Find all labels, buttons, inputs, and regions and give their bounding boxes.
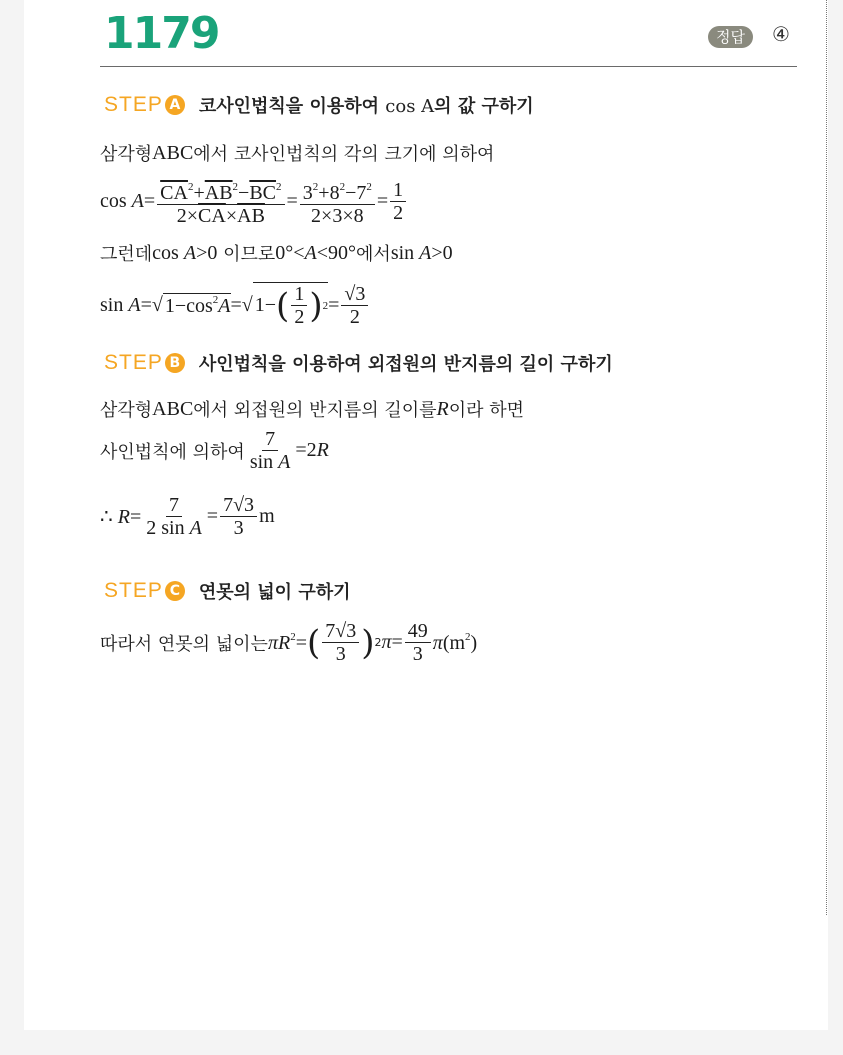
step-marker: B <box>165 353 185 373</box>
cosine-fraction-numeric: $\frac{3^2+8^2-7^2}{2\times 3\times 8}$ <box>300 176 375 227</box>
sine-law: 사인법칙에 의하여 $\frac{7}{\text{sin A}}$ =2R <box>100 428 329 473</box>
step-title: 코사인법칙을 이용하여 cos A의 값 구하기 <box>198 96 534 117</box>
step-label: STEP <box>104 351 163 374</box>
step-title: 사인법칙을 이용하여 외접원의 반지름의 길이 구하기 <box>198 354 613 375</box>
radius-computation: ∴ R= $\frac{7}{\text{2 sin A}}$ = $\frac{7√3}{3}$ m <box>100 494 275 539</box>
area-computation: 따라서 연못의 넓이는 $\pi R^2=$ ( $\frac{7√3}{3}$ ) 2 π = $\frac{49}{3}$ $\pi(m^2)$ <box>100 620 478 665</box>
step-a-line-3: 그런데 cos A>0 이므로 0°<A<90° 에서 sin A>0 <box>100 241 453 265</box>
step-title: 연못의 넓이 구하기 <box>198 582 351 603</box>
page-edge-divider <box>826 0 827 915</box>
answer-badge: 정답 <box>708 26 753 48</box>
cosine-formula: cos A= $\frac{\overline{CA}^2+\overline{AB}^2-\overline{BC}^2}{2\times\overline{CA}\times\overline{AB}}$ = $\frac{3^2+8^2-7^2}{2\times 3\times 8}$ = $\frac{1}{2}$ <box>100 176 408 227</box>
sine-computation: sin A= √ $1-\cos^2A$ = √ 1− ( $\frac{1}{2}$ ) 2 = $\frac{√3}{2}$ <box>100 282 370 328</box>
header-rule <box>100 66 797 67</box>
step-a-heading <box>104 92 534 118</box>
cosine-fraction-general: $\frac{\overline{CA}^2+\overline{AB}^2-\overline{BC}^2}{2\times\overline{CA}\times\overline{AB}}$ <box>157 176 284 227</box>
step-c-heading <box>104 578 351 604</box>
answer-choice: ④ <box>772 22 790 46</box>
step-marker: C <box>165 581 185 601</box>
step-label: STEP <box>104 93 163 116</box>
step-label: STEP <box>104 579 163 602</box>
step-b-line-1: 삼각형 ABC 에서 외접원의 반지름의 길이를 R 이라 하면 <box>100 397 525 421</box>
cosine-result: $\frac{1}{2}$ <box>390 179 406 224</box>
step-b-heading <box>104 350 613 376</box>
step-a-line-1: 삼각형 ABC 에서 코사인법칙의 각의 크기에 의하여 <box>100 141 495 165</box>
step-marker: A <box>165 95 185 115</box>
problem-number: 1179 <box>104 8 219 59</box>
